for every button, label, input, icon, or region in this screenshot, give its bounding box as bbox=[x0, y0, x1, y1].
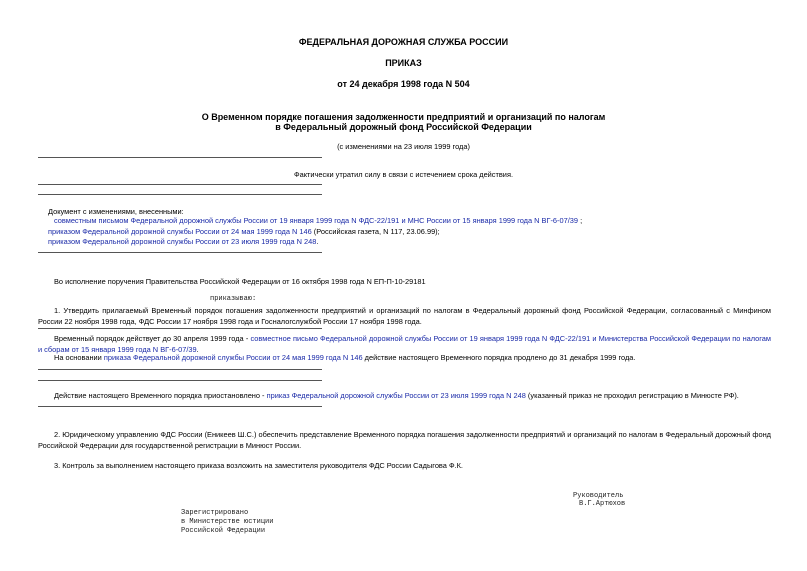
amended-by-intro: Документ с изменениями, внесенными: bbox=[48, 207, 184, 216]
paragraph-1: 1. Утвердить прилагаемый Временный порядок погашения задолженности предприятий и организаций по налогам в Федеральный дорожный фонд Российской Федерации, согласованный с Минфином России 22 ноября 1998 года, ФДС России 17 ноября 1998 года и Госналогслужбой России 17 ноября 1998 года. bbox=[38, 306, 771, 326]
document-date-number: от 24 декабря 1998 года N 504 bbox=[337, 79, 470, 89]
divider bbox=[38, 184, 322, 185]
paragraph-2-tail: . bbox=[196, 345, 199, 354]
agency-name: ФЕДЕРАЛЬНАЯ ДОРОЖНАЯ СЛУЖБА РОССИИ bbox=[298, 37, 509, 47]
paragraph-6: 3. Контроль за выполнением настоящего приказа возложить на заместителя руководителя ФДС России Садыгова Ф.К. bbox=[54, 461, 463, 470]
paragraph-3-tail: действие настоящего Временного порядка продлено до 31 декабря 1999 года. bbox=[362, 353, 636, 362]
paragraph-3-prefix: На основании bbox=[54, 353, 104, 362]
paragraph-4-prefix: Действие настоящего Временного порядка приостановлено - bbox=[54, 391, 267, 400]
amended-by-item-1 bbox=[54, 216, 582, 225]
divider bbox=[38, 380, 322, 381]
paragraph-3-link[interactable]: приказа Федеральной дорожной службы России от 24 мая 1999 года N 146 bbox=[103, 353, 363, 362]
amendment-tail-3: . bbox=[316, 237, 319, 246]
amended-by-item-2 bbox=[48, 227, 440, 236]
paragraph-2 bbox=[38, 333, 771, 355]
divider bbox=[38, 252, 322, 253]
amendment-tail-1: ; bbox=[578, 216, 583, 225]
paragraph-4-tail: (указанный приказ не проходил регистрацию в Минюсте РФ). bbox=[525, 391, 739, 400]
registration-line3: Российской Федерации bbox=[181, 527, 266, 535]
amendment-link-2[interactable]: приказом Федеральной дорожной службы России от 24 мая 1999 года N 146 bbox=[48, 227, 312, 236]
order-word: приказываю: bbox=[210, 295, 257, 303]
signature-role: Руководитель bbox=[573, 492, 624, 500]
signature-name: В.Г.Артюхов bbox=[579, 500, 626, 508]
amendments-note: (с изменениями на 23 июля 1999 года) bbox=[337, 142, 470, 151]
paragraph-3 bbox=[54, 353, 635, 362]
document-title-line1: О Временном порядке погашения задолженности предприятий и организаций по налогам bbox=[201, 112, 606, 122]
amendment-link-1[interactable]: совместным письмом Федеральной дорожной службы России от 19 января 1999 года N ФДС-22/191 и МНС России от 15 января 1999 года N ВГ-6-07/39 bbox=[54, 216, 579, 225]
amendment-link-3[interactable]: приказом Федеральной дорожной службы России от 23 июля 1999 года N 248 bbox=[48, 237, 317, 246]
document-type: ПРИКАЗ bbox=[385, 58, 422, 68]
paragraph-2-prefix: Временный порядок действует до 30 апреля 1999 года - bbox=[54, 334, 251, 343]
divider bbox=[38, 406, 322, 407]
paragraph-4 bbox=[54, 391, 739, 400]
divider bbox=[38, 369, 322, 370]
paragraph-2-link[interactable]: совместное письмо Федеральной дорожной службы России от 19 января 1999 года N ФДС-22/191 и Министерства Российской Федерации по налогам и сборам от 15 января 1999 года N ВГ-6-07/39 bbox=[38, 334, 771, 354]
preamble: Во исполнение поручения Правительства Российской Федерации от 16 октября 1998 года N ЕП-П-10-29181 bbox=[54, 277, 426, 286]
amendment-tail-2: (Российская газета, N 117, 23.06.99); bbox=[311, 227, 440, 236]
amended-by-item-3 bbox=[48, 237, 318, 246]
divider bbox=[38, 328, 322, 329]
paragraph-5: 2. Юридическому управлению ФДС России (Еникеев Ш.С.) обеспечить представление Временного порядка погашения задолженности предприятий и организаций по налогам в Федеральный дорожный фонд Российской Федерации для государственной регистрации в Минюст России. bbox=[38, 430, 771, 450]
divider bbox=[38, 157, 322, 158]
divider bbox=[38, 194, 322, 195]
registration-line1: Зарегистрировано bbox=[181, 509, 249, 517]
paragraph-4-link[interactable]: приказ Федеральной дорожной службы России от 23 июля 1999 года N 248 bbox=[266, 391, 526, 400]
registration-line2: в Министерстве юстиции bbox=[181, 518, 274, 526]
document-title-line2: в Федеральный дорожный фонд Российской Федерации bbox=[275, 122, 532, 132]
status-note: Фактически утратил силу в связи с истечением срока действия. bbox=[294, 170, 513, 179]
